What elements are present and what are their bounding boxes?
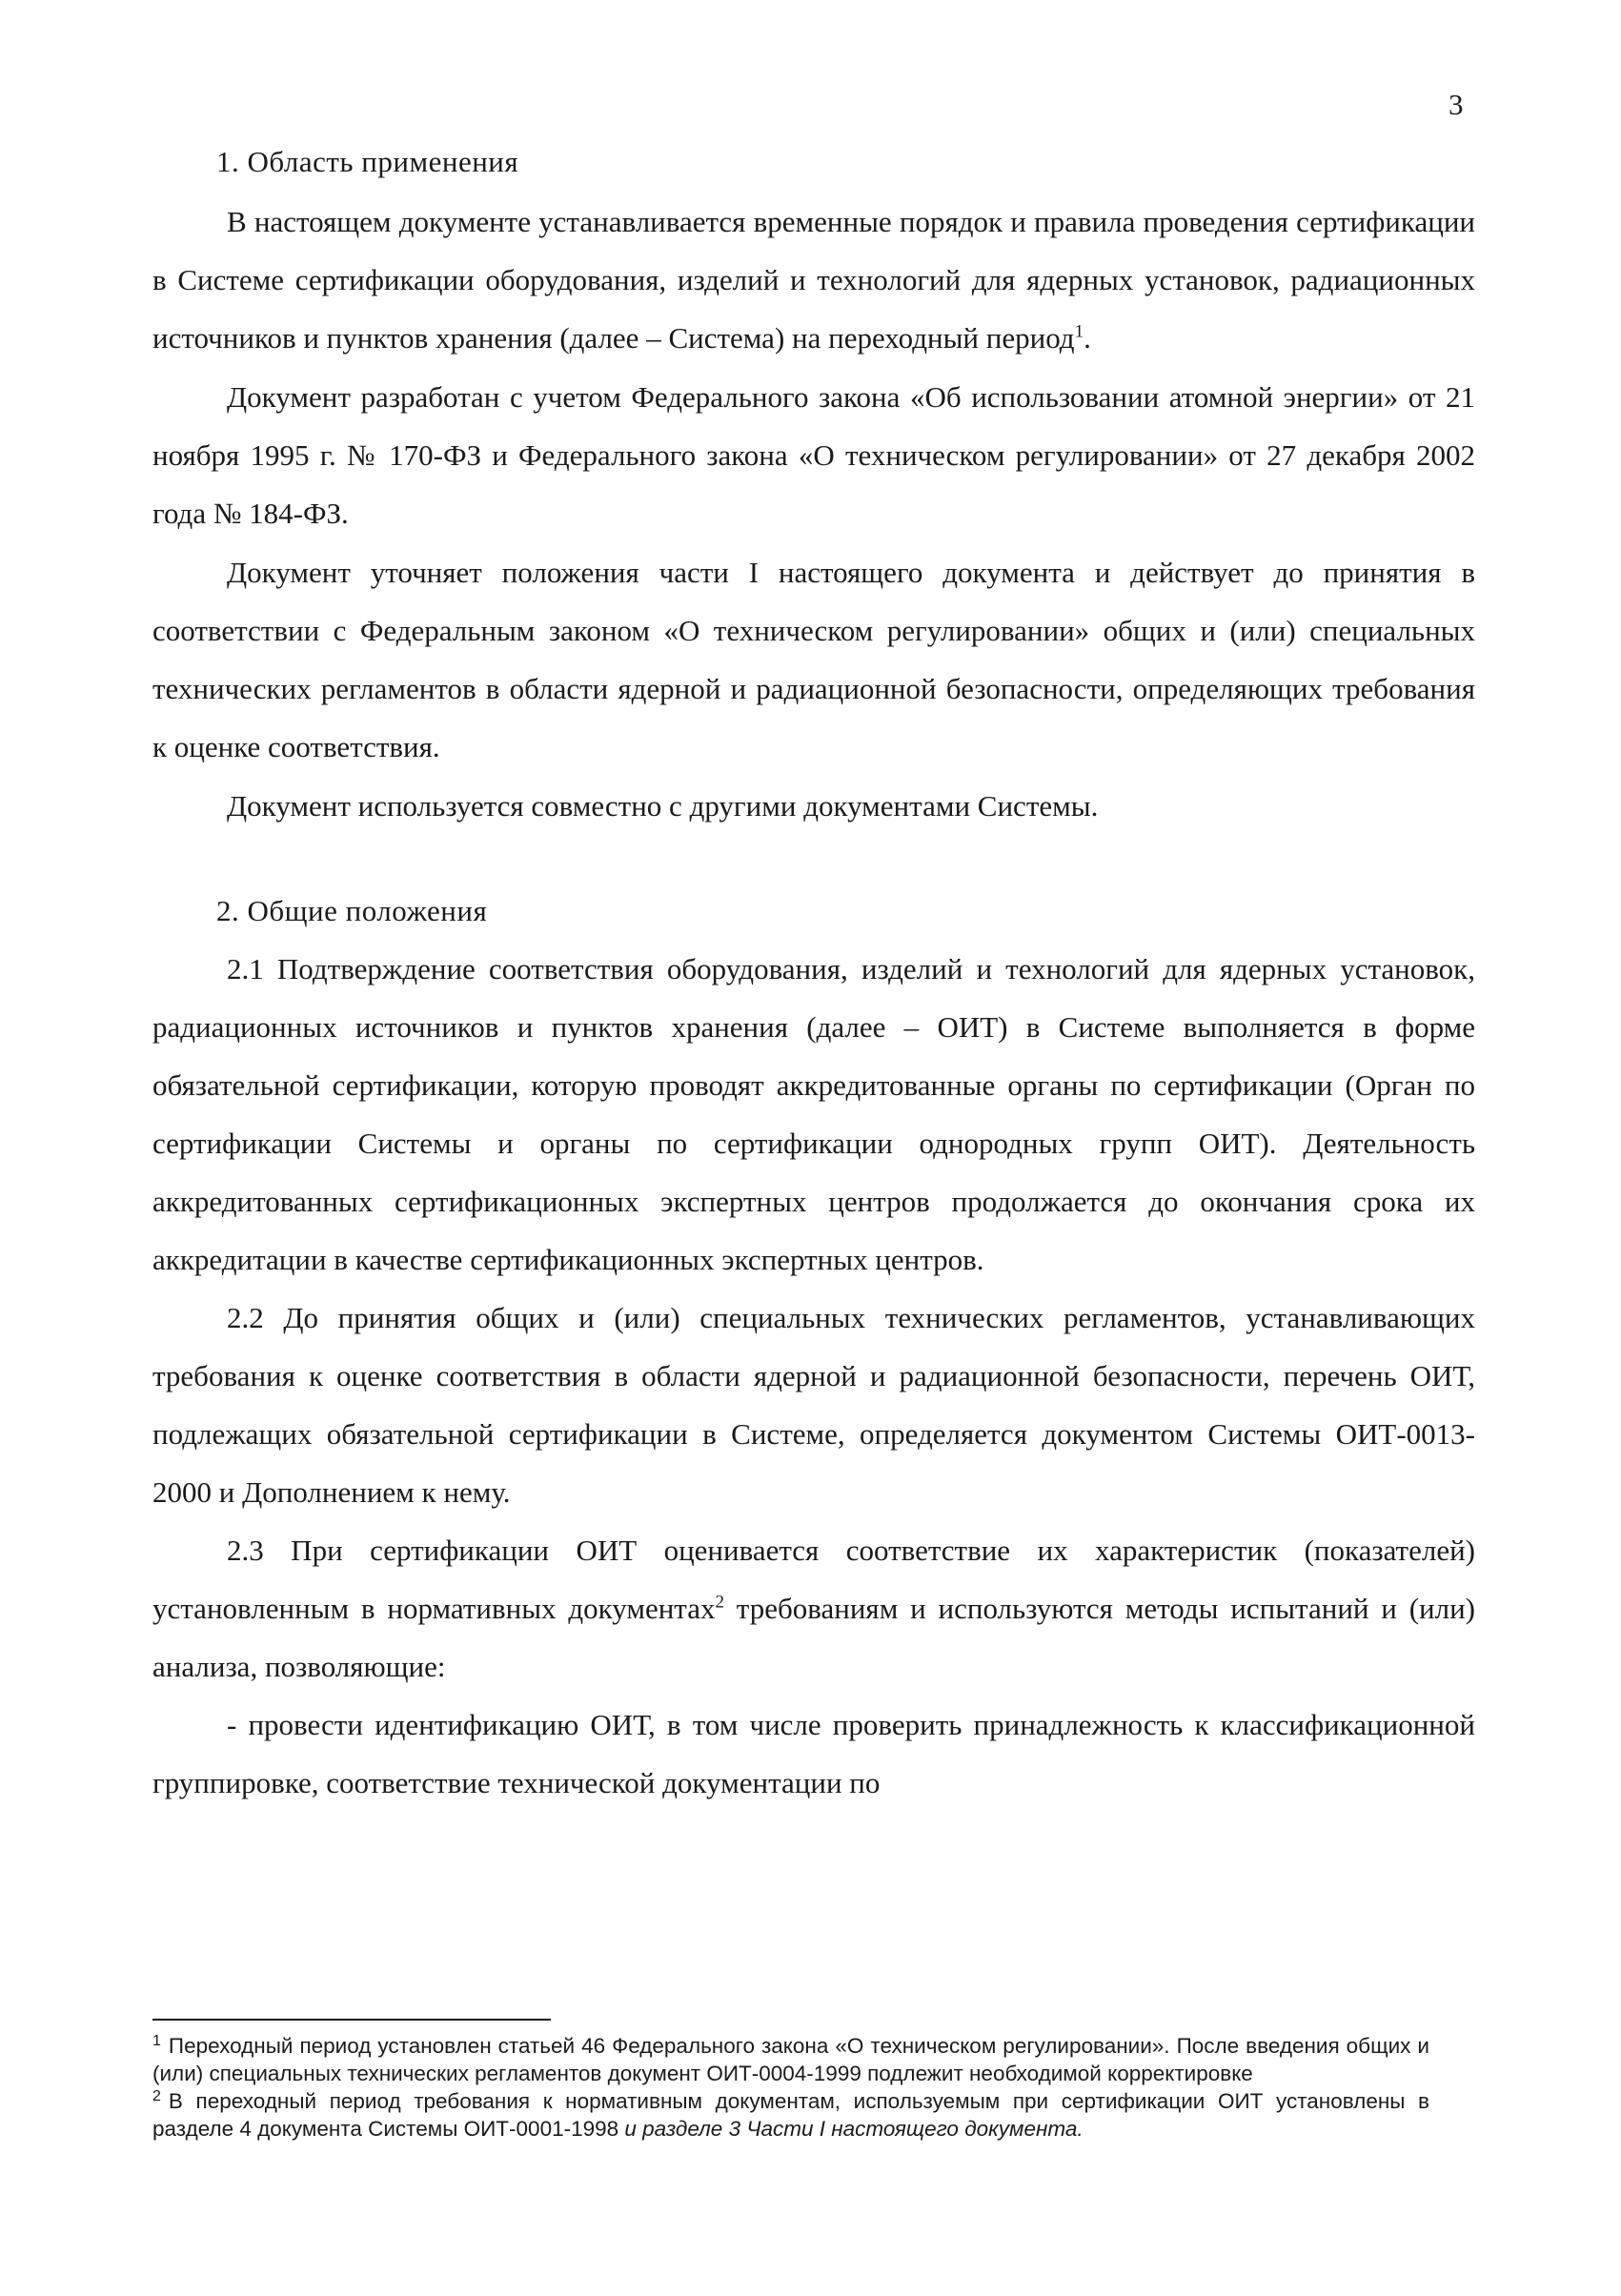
document-body xyxy=(152,141,1475,1812)
section-heading-scope: 1. Область применения xyxy=(216,145,519,178)
footnote-mark: 1 xyxy=(152,2032,161,2049)
footnote-ref-2[interactable]: 2 xyxy=(715,1592,724,1613)
paragraph-joint-use: Документ используется совместно с другими документами Системы. xyxy=(227,789,1099,823)
footnote-text: Переходный период установлен статьей 46 Федерального закона «О техническом регулировании». После введения общих и (или) специальных технических регламентов документ ОИТ-0004-1999 подлежит необходимой корректировке xyxy=(152,2034,1429,2085)
paragraph-2-2: 2.2 До принятия общих и (или) специальных технических регламентов, устанавливающих требования к оценке соответствия в области ядерной и радиационной безопасности, перечень ОИТ, подлежащих обязательной сертификации в Системе, определяется документом Системы ОИТ-0013-2000 и Дополнением к нему. xyxy=(152,1301,1475,1509)
paragraph-2-1: 2.1 Подтверждение соответствия оборудования, изделий и технологий для ядерных установок, радиационных источников и пунктов хранения (далее – ОИТ) в Системе выполняется в форме обязательной сертификации, которую проводят аккредитованные органы по сертификации (Орган по сертификации Системы и органы по сертификации однородных групп ОИТ). Деятельность аккредитованных сертификационных экспертных центров продолжается до окончания срока их аккредитации в качестве сертификационных экспертных центров. xyxy=(152,952,1475,1276)
paragraph-text-end: требованиям и используются методы испытаний и (или) анализа, позволяющие: xyxy=(152,1592,1475,1683)
page-number: 3 xyxy=(1449,88,1464,121)
paragraph-validity: Документ уточняет положения части I настоящего документа и действует до принятия в соответствии с Федеральным законом «О техническом регулировании» общих и (или) специальных технических регламентов в области ядерной и радиационной безопасности, определяющих требования к оценке соответствия. xyxy=(152,556,1475,763)
paragraph-text: В настоящем документе устанавливается временные порядок и правила проведения сертификации в Системе сертификации оборудования, изделий и технологий для ядерных установок, радиационных источников и пунктов хранения (далее – Система) на переходный период xyxy=(152,205,1475,355)
footnote-text-tail: и разделе 3 Части I настоящего документа. xyxy=(624,2117,1084,2141)
paragraph-list-item-identification: - провести идентификацию ОИТ, в том числе проверить принадлежность к классификационной группировке, соответствие технической документации по xyxy=(152,1708,1475,1799)
footnote-1 xyxy=(152,2032,1429,2087)
paragraph-law-basis: Документ разработан с учетом Федерального закона «Об использовании атомной энергии» от 21 ноября 1995 г. № 170-ФЗ и Федерального закона «О техническом регулировании» от 27 декабря 2002 года № 184-ФЗ. xyxy=(152,380,1475,530)
footnote-ref-1[interactable]: 1 xyxy=(1074,321,1084,342)
footnote-text: В переходный период требования к нормативным документам, используемым при сертификации ОИТ установлены в разделе 4 документа Системы ОИТ-0001-1998 xyxy=(152,2089,1429,2141)
footnote-mark: 2 xyxy=(152,2087,161,2104)
paragraph-scope-intro xyxy=(152,193,1475,367)
paragraph-text: 2.3 При сертификации ОИТ оценивается соответствие их характеристик (показателей) установленным в нормативных документах xyxy=(152,1534,1475,1625)
footnote-separator xyxy=(152,2019,551,2021)
paragraph-2-3 xyxy=(152,1521,1475,1696)
footnote-2 xyxy=(152,2087,1429,2143)
section-heading-general: 2. Общие положения xyxy=(216,894,488,927)
paragraph-text-end: . xyxy=(1084,321,1091,355)
footnotes xyxy=(152,2032,1429,2143)
